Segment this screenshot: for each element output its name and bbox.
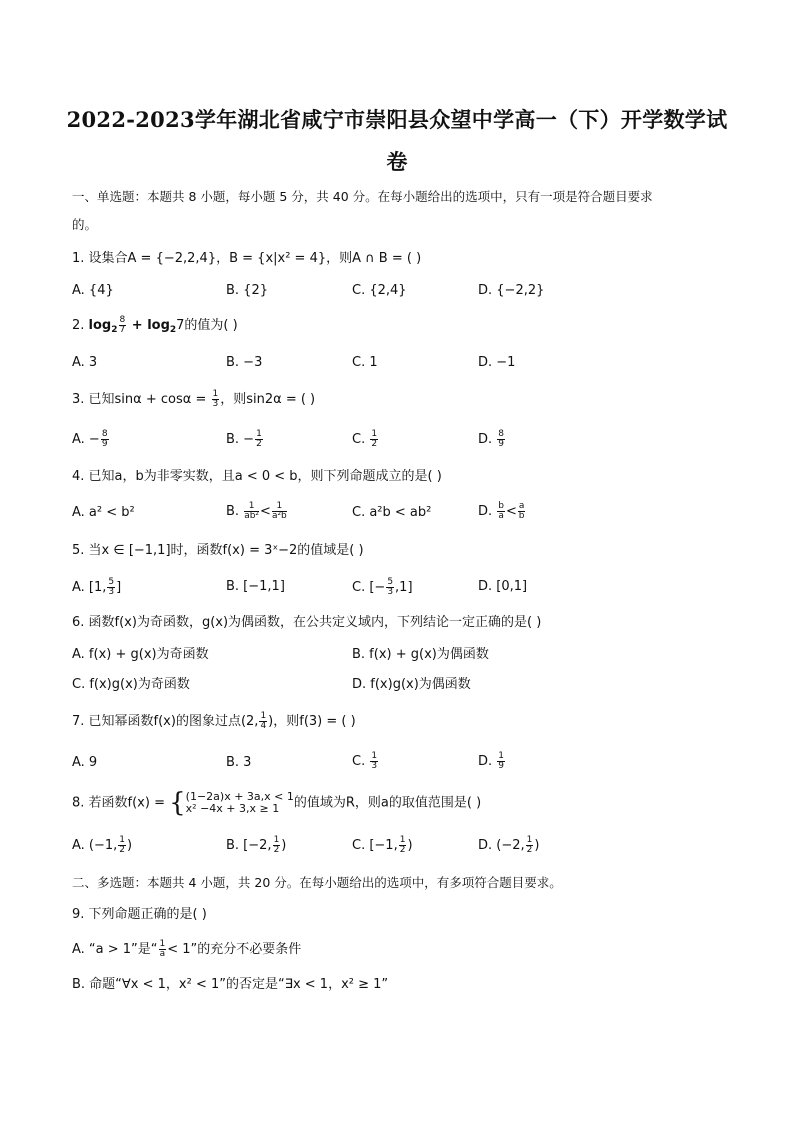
question-2-option-a[interactable]: A. 3 <box>72 355 98 370</box>
question-6-option-b[interactable]: B. f(x) + g(x)为偶函数 <box>352 647 489 662</box>
question-1-option-a[interactable]: A. {4} <box>72 283 114 298</box>
q2-base-b: 2 <box>169 325 177 335</box>
q2-tail: 7的值为( ) <box>176 318 238 333</box>
q3-fraction: $\frac{1}{3}$ <box>212 389 219 409</box>
question-2-option-c[interactable]: C. 1 <box>352 355 378 370</box>
question-4-option-b[interactable]: B. $\frac{1}{\text{ab²}}$ < $\frac{1}{\text{a²b}}$ <box>226 501 287 521</box>
question-4-option-c[interactable]: C. a²b < ab² <box>352 505 432 520</box>
question-1-option-c[interactable]: C. {2,4} <box>352 283 407 298</box>
question-1-option-b[interactable]: B. {2} <box>226 283 268 298</box>
question-8-option-b[interactable]: B. [−2, $\frac{1}{2}$ ) <box>226 835 287 855</box>
exam-title-line2: 卷 <box>386 149 408 174</box>
question-9-option-b[interactable]: B. 命题“∀x < 1，x² < 1”的否定是“∃x < 1，x² ≥ 1” <box>72 977 389 992</box>
question-6-option-c[interactable]: C. f(x)g(x)为奇函数 <box>72 677 190 692</box>
q2-log-a: log <box>88 318 112 333</box>
q2-fraction: $\frac{8}{7}$ <box>119 315 126 335</box>
section2-heading: 二、多选题：本题共 4 小题，共 20 分。在每小题给出的选项中，有多项符合题目要求。 <box>72 875 562 890</box>
question-9-option-a[interactable]: A. “a > 1”是“ $\frac{1}{a}$ < 1”的充分不必要条件 <box>72 939 302 959</box>
question-8-option-a[interactable]: A. (−1, $\frac{1}{2}$ ) <box>72 835 133 855</box>
question-4-stem: 4. 已知a，b为非零实数，且a < 0 < b，则下列命题成立的是( ) <box>72 469 442 484</box>
question-8-stem: 8. 若函数f(x) = { (1−2a)x + 3a,x < 1 x² −4x + 3,x ≥ 1 的值域为R，则a的取值范围是( ) <box>72 788 482 818</box>
question-6-stem: 6. 函数f(x)为奇函数，g(x)为偶函数，在公共定义域内，下列结论一定正确的是( ) <box>72 615 542 630</box>
question-4-option-a[interactable]: A. a² < b² <box>72 505 135 520</box>
question-7-option-c[interactable]: C. $\frac{1}{3}$ <box>352 751 378 771</box>
question-5-option-d[interactable]: D. [0,1] <box>478 579 528 594</box>
question-8-option-c[interactable]: C. [−1, $\frac{1}{2}$ ) <box>352 835 413 855</box>
question-3-option-a[interactable]: A. − $\frac{8}{9}$ <box>72 429 108 449</box>
q7-fraction: $\frac{1}{4}$ <box>260 711 267 731</box>
q2-base-a: 2 <box>111 325 118 335</box>
question-2-stem <box>72 316 238 339</box>
q8-brace: { <box>169 788 186 818</box>
q8-cases: (1−2a)x + 3a,x < 1 x² −4x + 3,x ≥ 1 <box>185 790 294 815</box>
exam-title-line1: 2022-2023学年湖北省咸宁市崇阳县众望中学高一（下）开学数学试 <box>66 107 728 132</box>
question-4-option-d[interactable]: D. $\frac{b}{a}$ < $\frac{a}{b}$ <box>478 501 525 521</box>
question-3-option-d[interactable]: D. $\frac{8}{9}$ <box>478 429 505 449</box>
section1-heading: 一、单选题：本题共 8 小题，每小题 5 分，共 40 分。在每小题给出的选项中，只有一项是符合题目要求 <box>72 189 653 204</box>
question-1-stem: 1. 设集合A = {−2,2,4}，B = {x|x² = 4}，则A ∩ B = ( ) <box>72 251 422 266</box>
question-5-option-a[interactable]: A. [1, $\frac{5}{3}$ ] <box>72 577 122 597</box>
question-3-option-c[interactable]: C. $\frac{1}{2}$ <box>352 429 378 449</box>
q2-mid: + log <box>127 318 170 333</box>
section1-heading-cont: 的。 <box>72 217 98 232</box>
q2-prefix: 2. <box>72 318 89 333</box>
question-6-option-a[interactable]: A. f(x) + g(x)为奇函数 <box>72 647 209 662</box>
question-7-stem: 7. 已知幂函数f(x)的图象过点(2, $\frac{1}{4}$ )，则f(3) = ( ) <box>72 711 356 731</box>
question-6-option-d[interactable]: D. f(x)g(x)为偶函数 <box>352 677 471 692</box>
question-5-option-c[interactable]: C. [− $\frac{5}{3}$ ,1] <box>352 577 413 597</box>
question-2-option-d[interactable]: D. −1 <box>478 355 516 370</box>
question-7-option-d[interactable]: D. $\frac{1}{9}$ <box>478 751 505 771</box>
question-9-stem: 9. 下列命题正确的是( ) <box>72 907 207 922</box>
question-2-option-b[interactable]: B. −3 <box>226 355 263 370</box>
question-8-option-d[interactable]: D. (−2, $\frac{1}{2}$ ) <box>478 835 540 855</box>
question-5-stem: 5. 当x ∈ [−1,1]时，函数f(x) = 3ˣ−2的值域是( ) <box>72 543 364 558</box>
question-1-option-d[interactable]: D. {−2,2} <box>478 283 545 298</box>
question-3-option-b[interactable]: B. − $\frac{1}{2}$ <box>226 429 262 449</box>
question-3-stem: 3. 已知sinα + cosα = $\frac{1}{3}$ ，则sin2α = ( ) <box>72 389 316 409</box>
question-7-option-b[interactable]: B. 3 <box>226 755 252 770</box>
question-7-option-a[interactable]: A. 9 <box>72 755 98 770</box>
question-5-option-b[interactable]: B. [−1,1] <box>226 579 285 594</box>
